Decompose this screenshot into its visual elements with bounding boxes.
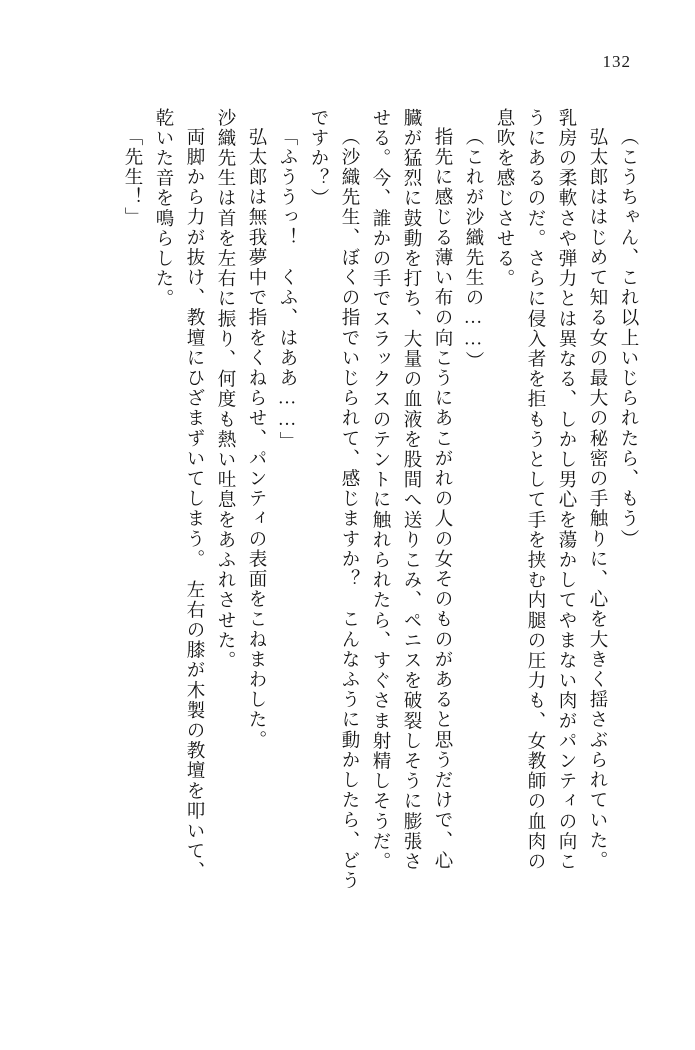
text-line: （沙織先生、ぼくの指でいじられて、感じますか？ こんなふうに動かしたら、どう	[339, 127, 359, 891]
text-line: せる。今、誰かの手でスラックスのテントに触れられたら、すぐさま射精しそうだ。	[370, 108, 390, 872]
text-line: 弘太郎ははじめて知る女の最大の秘密の手触りに、心を大きく揺さぶられていた。	[587, 127, 607, 871]
page-number: 132	[602, 52, 631, 71]
text-line: 弘太郎は無我夢中で指をくねらせ、パンティの表面をこねまわした。	[246, 127, 266, 751]
text-line: 息吹を感じさせる。	[494, 108, 514, 289]
text-line: （こうちゃん、これ以上いじられたら、もう）	[618, 127, 638, 550]
text-line: うにあるのだ。さらに侵入者を拒もうとして手を挟む内腿の圧力も、女教師の血肉の	[525, 108, 545, 872]
text-line: 両脚から力が抜け、教壇にひざまずいてしまう。 左右の膝が木製の教壇を叩いて、	[184, 127, 204, 882]
text-line: 「ふううっ！ くふ、はああ……」	[277, 127, 297, 452]
text-line: ですか？）	[308, 108, 328, 209]
text-line: （これが沙織先生の……）	[463, 127, 483, 372]
text-line: 乳房の柔軟さや弾力とは異なる、しかし男心を蕩かしてやまない肉がパンティの向こ	[556, 108, 576, 872]
text-line: 「先生！」	[122, 127, 142, 228]
text-line: 乾いた音を鳴らした。	[153, 108, 173, 309]
text-line: 臓が猛烈に鼓動を打ち、大量の血液を股間へ送りこみ、ペニスを破裂しそうに膨張さ	[401, 108, 421, 872]
text-line: 指先に感じる薄い布の向こうにあこがれの人の女そのものがあると思うだけで、心	[432, 127, 452, 871]
text-line: 沙織先生は首を左右に振り、何度も熱い吐息をあふれさせた。	[215, 108, 235, 671]
vertical-text-body	[56, 108, 643, 968]
